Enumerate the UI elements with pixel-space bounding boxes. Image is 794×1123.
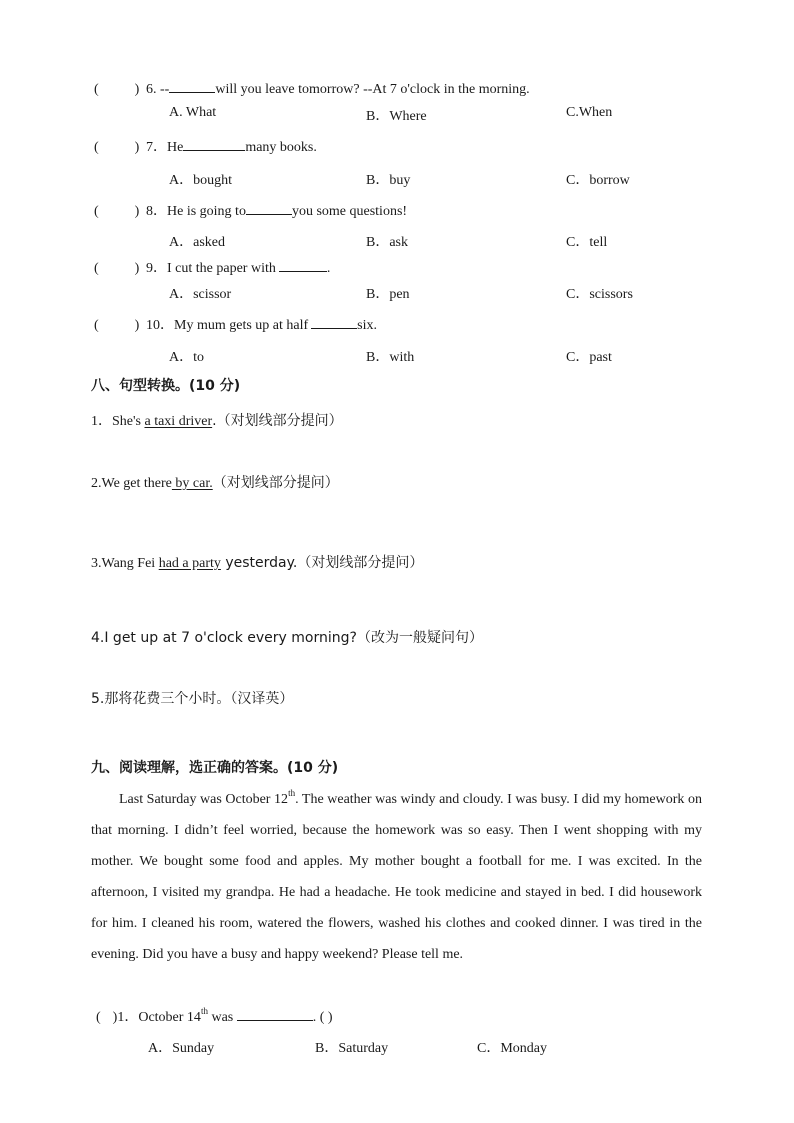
section-8-title: 八、句型转换。(10 分)	[91, 378, 241, 394]
question-7-option-c[interactable]: C．borrow	[566, 173, 630, 188]
question-8-stem: 8．He is going to	[146, 204, 246, 219]
question-8-option-a[interactable]: A．asked	[169, 235, 225, 250]
question-7-stem-end: many books.	[245, 140, 317, 155]
section-9-title: 九、阅读理解，选正确的答案。(10 分)	[91, 760, 339, 776]
rewrite-item-2	[91, 472, 339, 492]
question-6-option-a[interactable]: A. What	[169, 105, 217, 120]
rewrite-item-1	[91, 410, 343, 430]
question-10	[94, 314, 377, 334]
question-7-option-b[interactable]: B．buy	[366, 173, 411, 188]
answer-paren[interactable]: ( )	[94, 204, 140, 219]
passage-text-start: Last Saturday was October 12	[119, 792, 289, 807]
answer-blank[interactable]	[279, 258, 327, 272]
question-6-stem: 6. --	[146, 82, 170, 97]
underlined-part: by car.	[171, 476, 213, 491]
rewrite-instruction: yesterday.（对划线部分提问）	[220, 555, 424, 571]
underlined-part: a taxi driver	[144, 414, 213, 429]
question-8-stem-end: you some questions!	[291, 204, 408, 219]
question-9-stem-end: .	[326, 261, 331, 276]
answer-blank[interactable]	[183, 137, 245, 151]
reading-question-text-mid: was	[207, 1010, 237, 1025]
question-6	[94, 79, 530, 98]
rewrite-instruction: .（对划线部分提问）	[212, 413, 343, 429]
rewrite-text: 3.Wang Fei	[91, 556, 159, 571]
question-6-stem-end: will you leave tomorrow? --At 7 o'clock in the morning.	[215, 82, 530, 97]
answer-paren[interactable]: ( )	[94, 261, 140, 276]
question-10-option-b[interactable]: B．with	[366, 350, 415, 365]
question-9	[94, 257, 330, 277]
underlined-part: had a party	[158, 556, 221, 571]
ordinal-suffix: th	[200, 1006, 208, 1017]
answer-paren-open[interactable]: (	[96, 1010, 101, 1025]
rewrite-item-5: 5.那将花费三个小时。（汉译英）	[91, 691, 294, 707]
rewrite-text: 4.I get up at 7 o'clock every morning?（改为一般疑问句）	[91, 630, 483, 646]
question-10-option-c[interactable]: C．past	[566, 350, 612, 365]
reading-question-1	[96, 1006, 333, 1026]
rewrite-text: 2.We get there	[91, 476, 172, 491]
reading-question-1-option-a[interactable]: A．Sunday	[148, 1041, 215, 1056]
reading-question-text: )1．October 14	[112, 1010, 201, 1025]
question-10-stem: 10．My mum gets up at half	[146, 318, 309, 333]
question-6-option-b[interactable]: B．Where	[366, 109, 427, 124]
question-9-option-a[interactable]: A．scissor	[169, 287, 232, 302]
answer-paren[interactable]: ( )	[94, 82, 140, 97]
question-10-stem-end: six.	[357, 318, 377, 333]
answer-paren[interactable]: ( )	[94, 318, 140, 333]
rewrite-text: 1．She's	[91, 414, 145, 429]
question-9-option-c[interactable]: C．scissors	[566, 287, 633, 302]
answer-blank[interactable]	[169, 79, 215, 93]
ordinal-suffix: th	[288, 788, 296, 799]
reading-passage	[91, 784, 702, 970]
question-8-option-b[interactable]: B．ask	[366, 235, 408, 250]
question-8-option-c[interactable]: C．tell	[566, 235, 608, 250]
question-10-option-a[interactable]: A．to	[169, 350, 204, 365]
question-7	[94, 136, 317, 156]
rewrite-item-4	[91, 627, 483, 647]
rewrite-instruction: （对划线部分提问）	[212, 475, 339, 491]
answer-blank[interactable]	[237, 1007, 313, 1021]
question-9-option-b[interactable]: B．pen	[366, 287, 410, 302]
question-7-option-a[interactable]: A．bought	[169, 173, 232, 188]
question-9-stem: 9．I cut the paper with	[146, 261, 276, 276]
reading-question-text-end: . ( )	[312, 1010, 333, 1025]
question-6-option-c[interactable]: C.When	[566, 105, 613, 120]
question-7-stem: 7．He	[146, 140, 184, 155]
answer-blank[interactable]	[246, 201, 292, 215]
question-8	[94, 200, 407, 220]
answer-paren[interactable]: ( )	[94, 140, 140, 155]
passage-text-body: . The weather was windy and cloudy. I was busy. I did my homework on that morning. I didn’t feel worried, because the homework was so easy. Then I went shopping with my mother. We bought some food and apples. My mother bought a football for me. I was excited. In the afternoon, I visited my grandpa. He had a headache. He took medicine and stayed in bed. I did housework for him. I cleaned his room, watered the flowers, washed his clothes and cooked dinner. I was tired in the evening. Did you have a busy and happy weekend? Please tell me.	[91, 792, 702, 962]
reading-question-1-option-b[interactable]: B．Saturday	[315, 1041, 389, 1056]
reading-question-1-option-c[interactable]: C．Monday	[477, 1041, 547, 1056]
rewrite-item-3	[91, 552, 423, 572]
answer-blank[interactable]	[311, 315, 357, 329]
